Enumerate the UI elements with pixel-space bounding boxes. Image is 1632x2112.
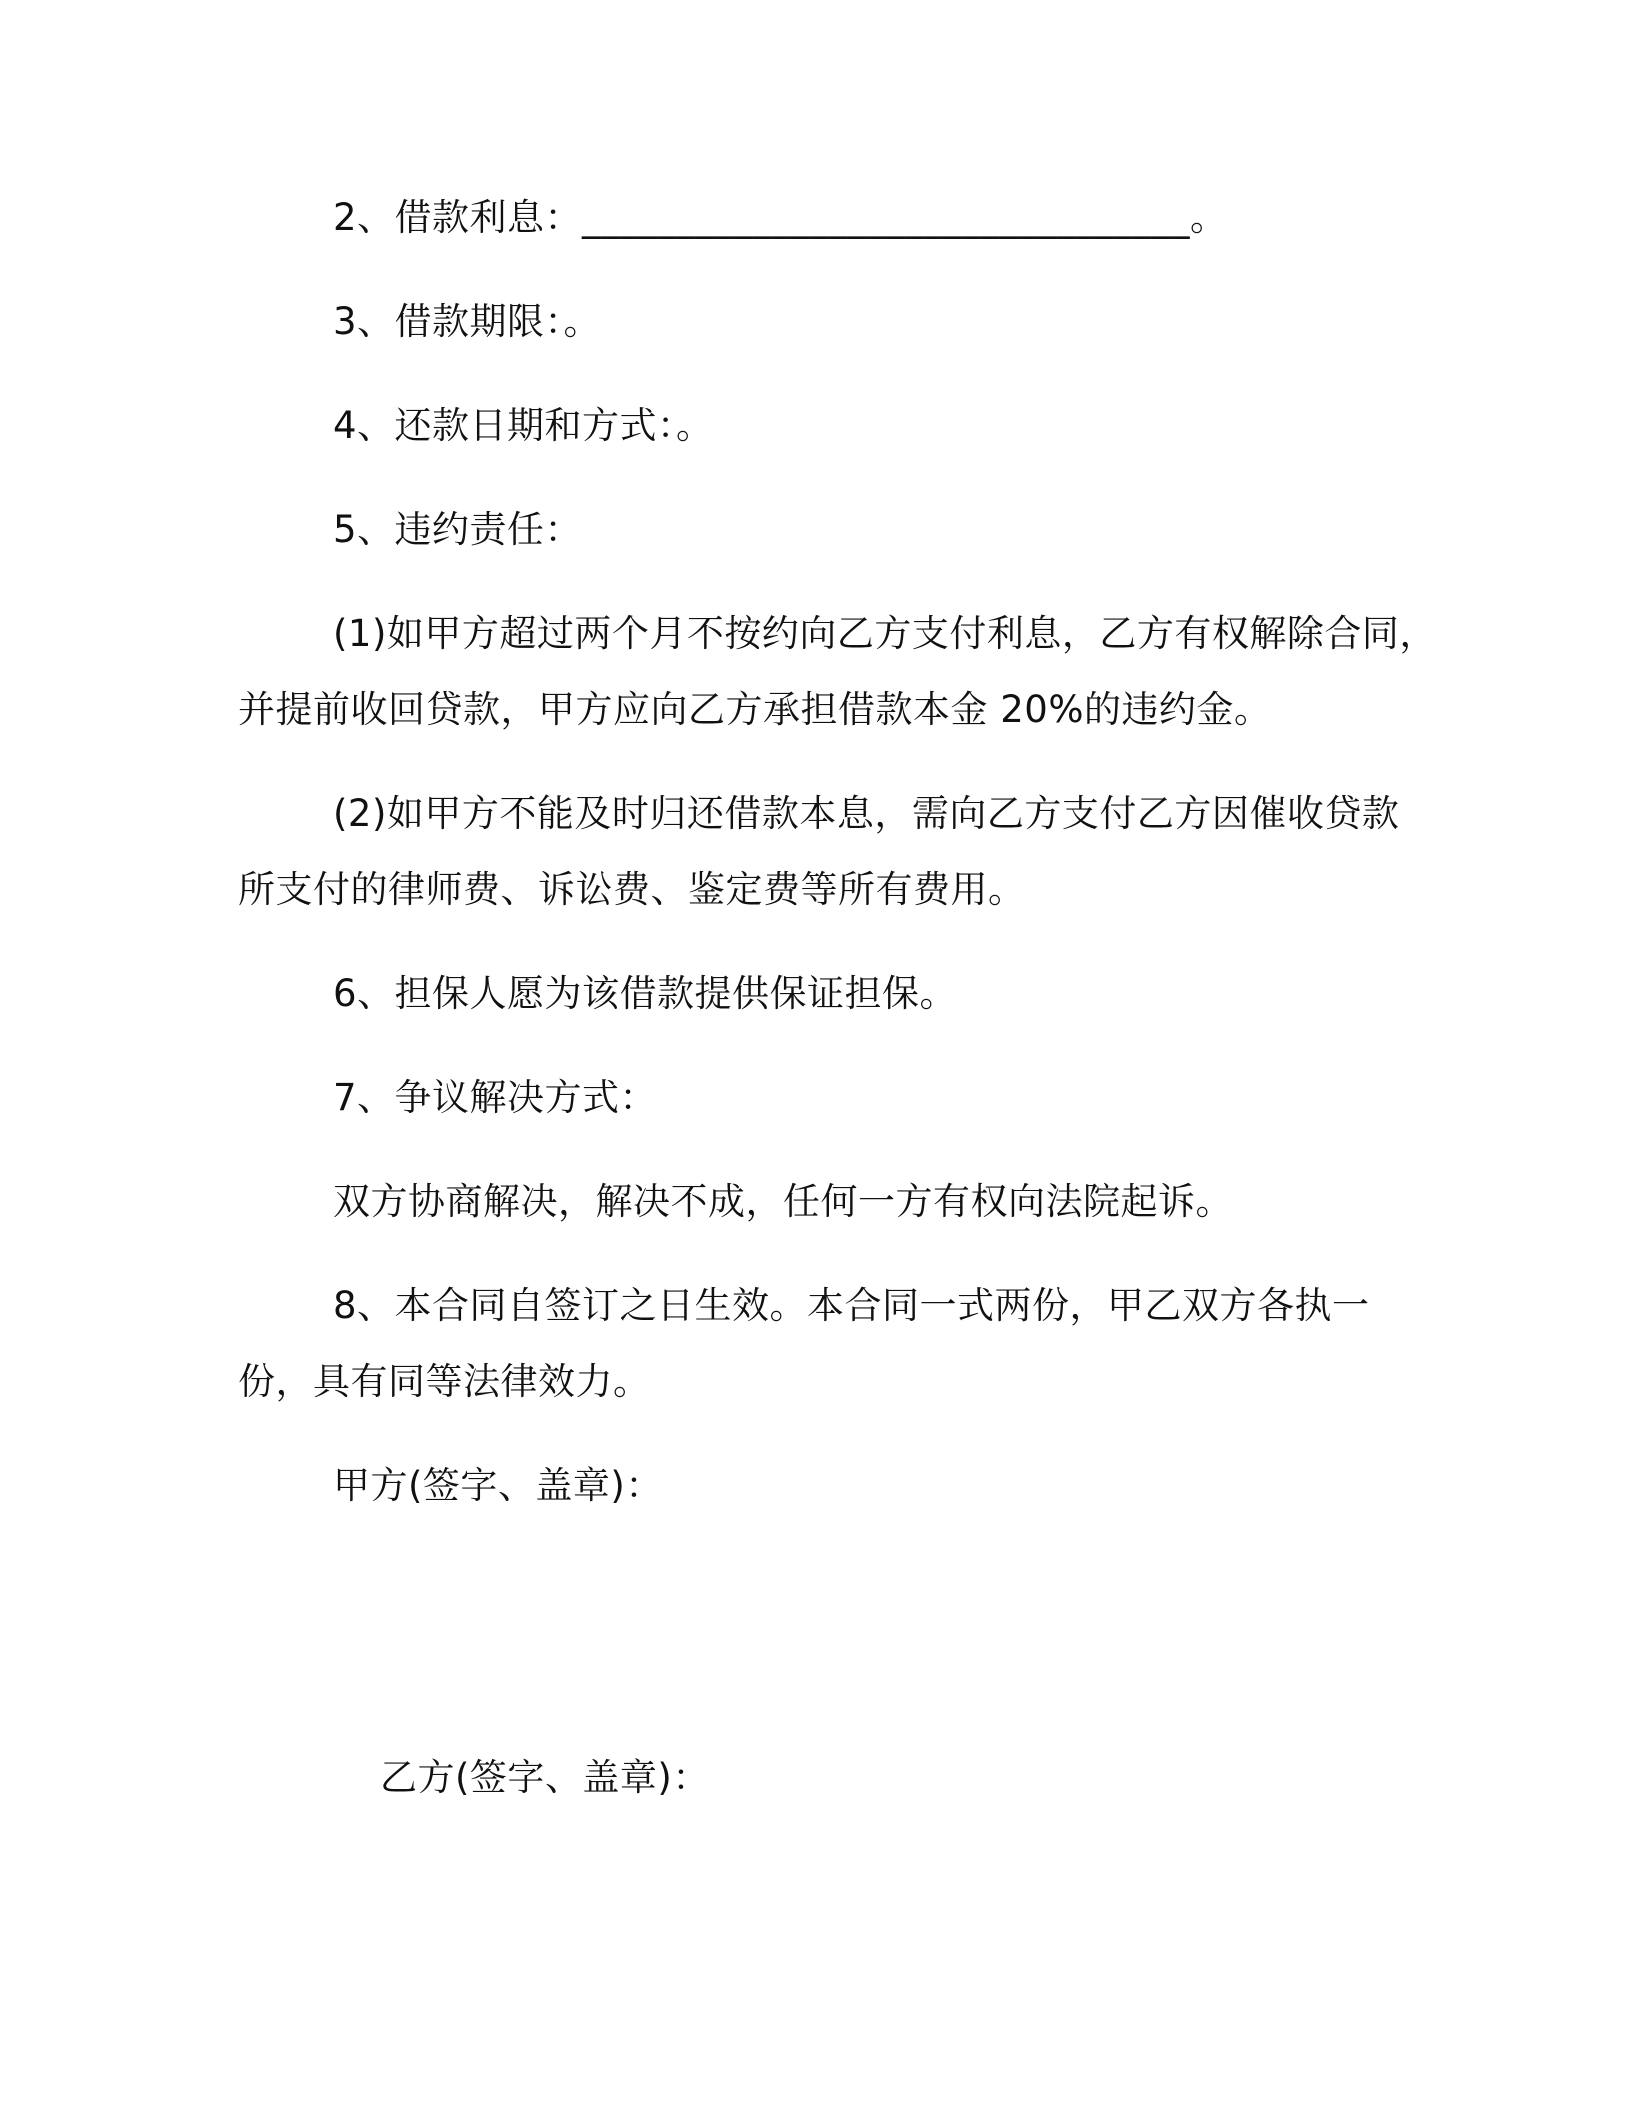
clause-7-dispute: 7、争议解决方式：	[333, 1076, 658, 1119]
party-a-signature: 甲方(签字、盖章)：	[333, 1464, 663, 1507]
clause-4-repayment: 4、还款日期和方式：。	[333, 404, 714, 447]
clause-5-liability: 5、违约责任：	[333, 508, 583, 551]
clause-5-1-line-2: 并提前收回贷款，甲方应向乙方承担借款本金 20%的违约金。	[238, 688, 1272, 731]
clause-2-interest: 2、借款利息：________________________________。	[333, 196, 1228, 239]
clause-5-2-line-2: 所支付的律师费、诉讼费、鉴定费等所有费用。	[238, 868, 1026, 911]
clause-8-line-1: 8、本合同自签订之日生效。本合同一式两份，甲乙双方各执一	[333, 1284, 1370, 1327]
clause-8-line-2: 份，具有同等法律效力。	[238, 1360, 651, 1403]
party-b-signature: 乙方(签字、盖章)：	[380, 1756, 710, 1799]
clause-3-term: 3、借款期限：。	[333, 300, 602, 343]
clause-6-guarantee: 6、担保人愿为该借款提供保证担保。	[333, 972, 958, 1015]
clause-7-resolution: 双方协商解决，解决不成，任何一方有权向法院起诉。	[333, 1180, 1233, 1223]
clause-5-1-line-1: (1)如甲方超过两个月不按约向乙方支付利息，乙方有权解除合同，	[333, 612, 1437, 655]
clause-5-2-line-1: (2)如甲方不能及时归还借款本息，需向乙方支付乙方因催收贷款	[333, 792, 1400, 835]
